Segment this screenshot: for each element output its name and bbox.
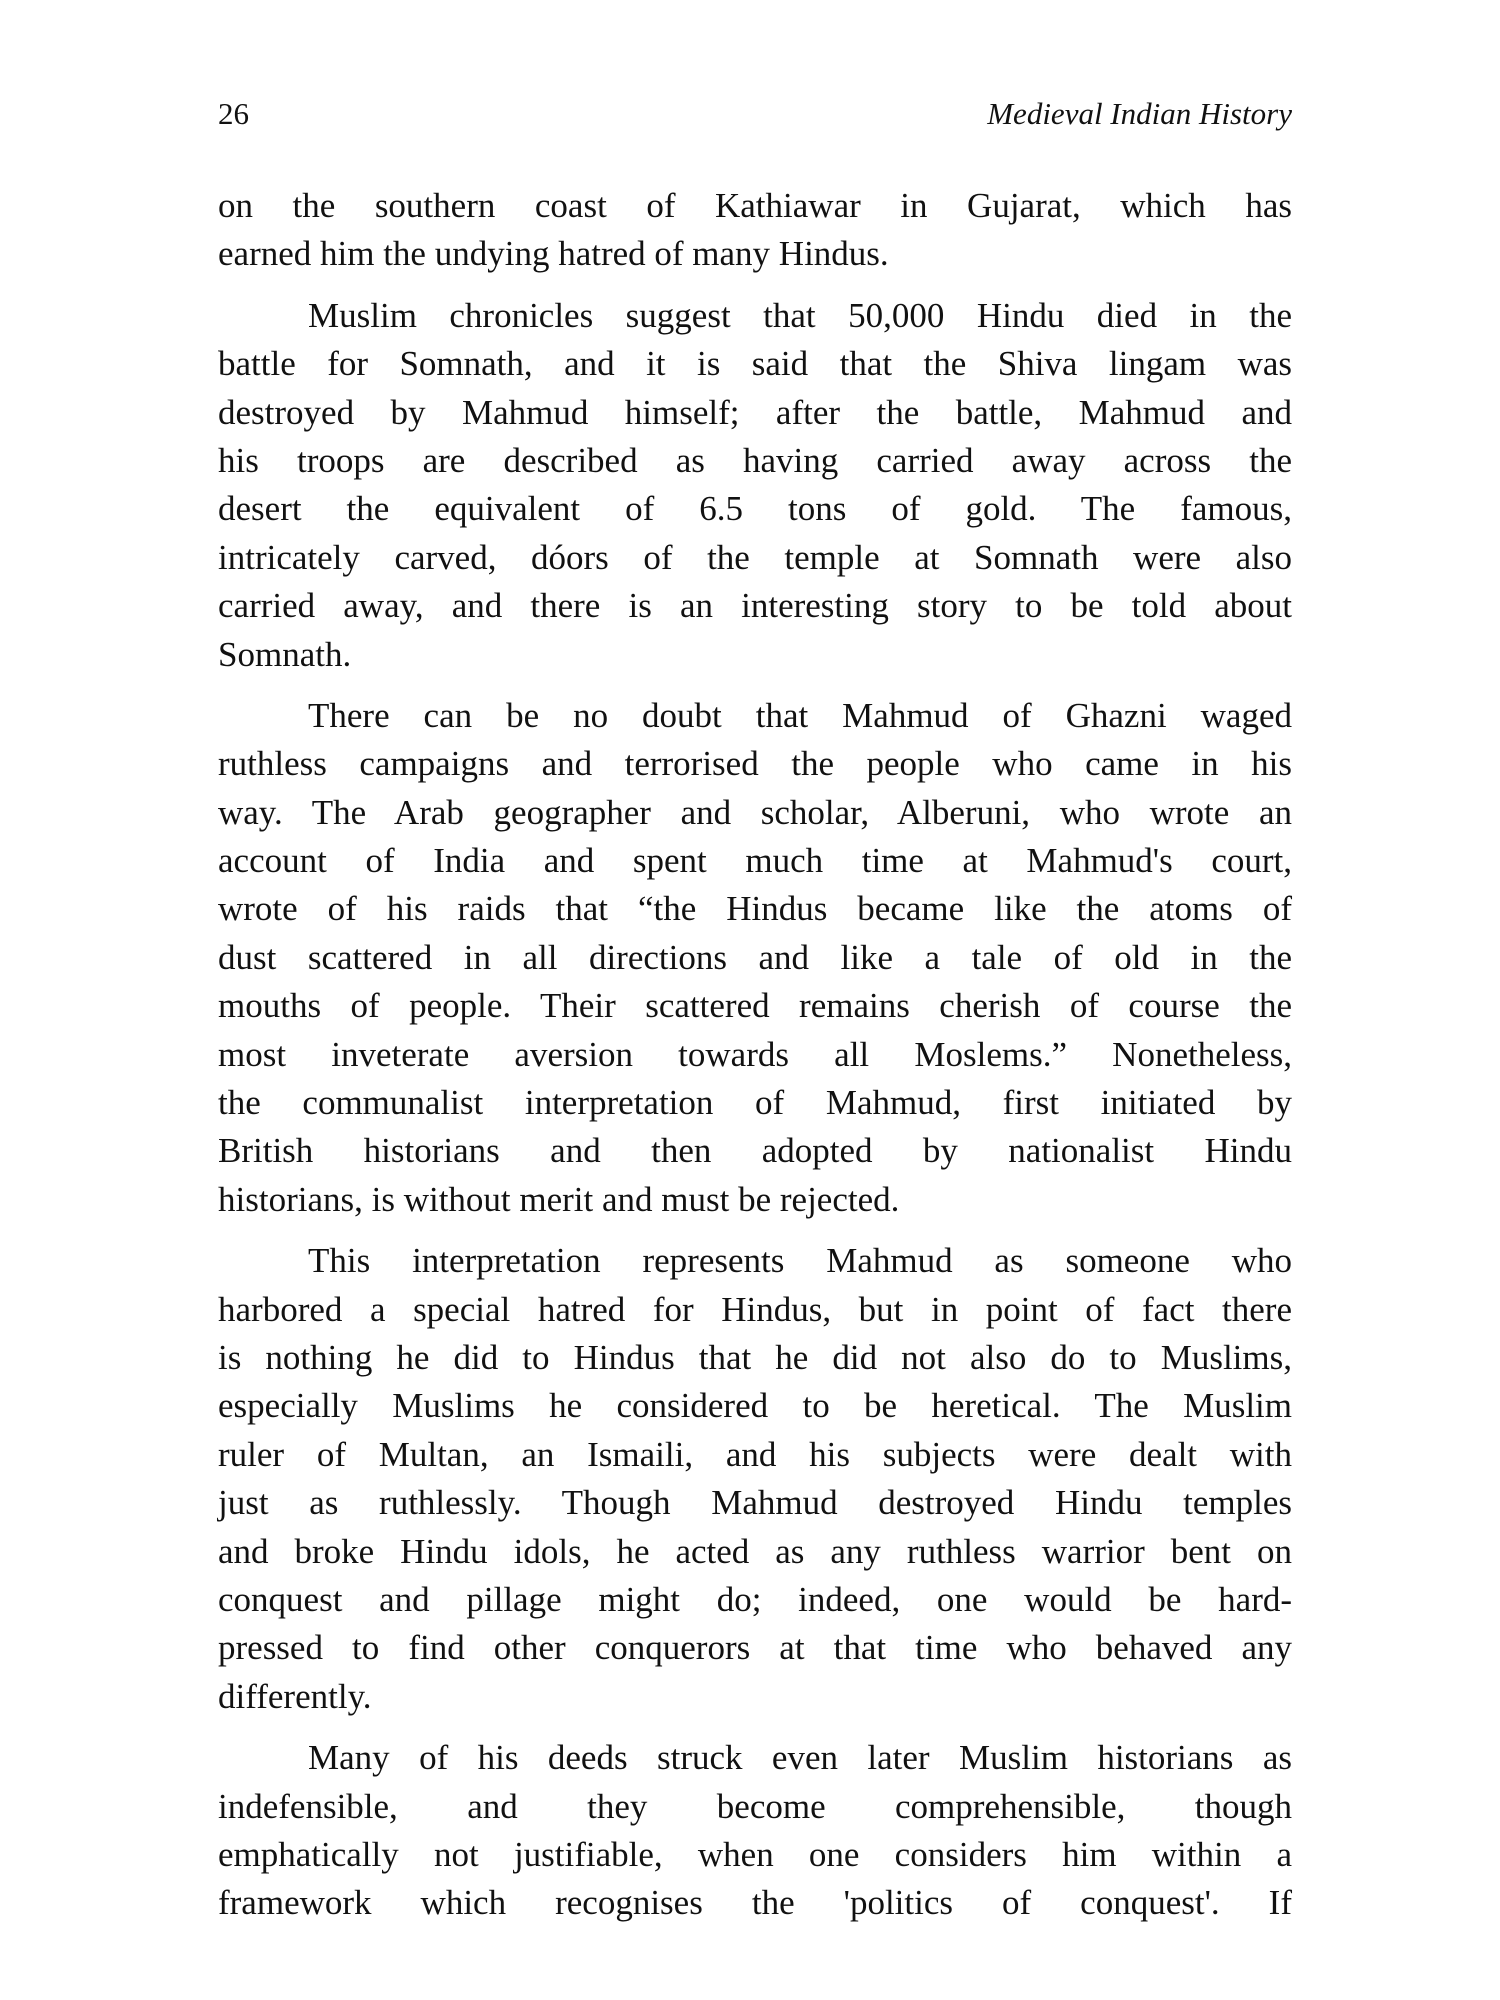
text-line: ruler of Multan, an Ismaili, and his subjects were dealt with <box>218 1434 1292 1474</box>
text-line: on the southern coast of Kathiawar in Gujarat, which has <box>218 186 1292 225</box>
body-text <box>218 182 1292 1941</box>
text-line: destroyed by Mahmud himself; after the battle, Mahmud and <box>218 392 1292 432</box>
text-line: ruthless campaigns and terrorised the people who came in his <box>218 744 1292 784</box>
text-line: carried away, and there is an interesting story to be told about <box>218 586 1292 626</box>
text-line: indefensible, and they become comprehensible, though <box>218 1786 1292 1826</box>
text-line: desert the equivalent of 6.5 tons of gold. The famous, <box>218 489 1292 529</box>
text-line: conquest and pillage might do; indeed, one would be hard- <box>218 1579 1292 1619</box>
text-line: just as ruthlessly. Though Mahmud destroyed Hindu temples <box>218 1483 1292 1523</box>
text-line: battle for Somnath, and it is said that the Shiva lingam was <box>218 344 1292 384</box>
text-line: earned him the undying hatred of many Hindus. <box>218 234 889 274</box>
paragraph <box>218 182 1292 279</box>
text-line: Many of his deeds struck even later Muslim historians as <box>308 1738 1292 1778</box>
text-line: mouths of people. Their scattered remains cherish of course the <box>218 986 1292 1026</box>
text-line: Somnath. <box>218 634 352 674</box>
paragraph <box>218 692 1292 1224</box>
page-header <box>218 96 1292 136</box>
paragraph <box>218 1734 1292 1928</box>
text-line: is nothing he did to Hindus that he did not also do to Muslims, <box>218 1337 1292 1377</box>
page-number: 26 <box>218 96 249 131</box>
text-line: most inveterate aversion towards all Moslems.” Nonetheless, <box>218 1034 1292 1074</box>
text-line: This interpretation represents Mahmud as someone who <box>308 1241 1292 1281</box>
paragraph <box>218 292 1292 679</box>
text-line: dust scattered in all directions and like a tale of old in the <box>218 937 1292 977</box>
text-line: British historians and then adopted by nationalist Hindu <box>218 1131 1292 1171</box>
text-line: and broke Hindu idols, he acted as any ruthless warrior bent on <box>218 1531 1292 1571</box>
text-line: framework which recognises the 'politics of conquest'. If <box>218 1883 1292 1923</box>
text-line: wrote of his raids that “the Hindus became like the atoms of <box>218 889 1292 929</box>
text-line: harbored a special hatred for Hindus, but in point of fact there <box>218 1289 1292 1329</box>
text-line: pressed to find other conquerors at that time who behaved any <box>218 1628 1292 1668</box>
running-title: Medieval Indian History <box>987 96 1292 131</box>
text-line: Muslim chronicles suggest that 50,000 Hindu died in the <box>308 295 1292 335</box>
text-line: way. The Arab geographer and scholar, Alberuni, who wrote an <box>218 792 1292 832</box>
text-line: especially Muslims he considered to be heretical. The Muslim <box>218 1386 1292 1426</box>
paragraph <box>218 1237 1292 1721</box>
text-line: differently. <box>218 1676 372 1716</box>
text-line: emphatically not justifiable, when one considers him within a <box>218 1834 1292 1874</box>
text-line: the communalist interpretation of Mahmud, first initiated by <box>218 1083 1292 1123</box>
text-line: There can be no doubt that Mahmud of Ghazni waged <box>308 695 1292 735</box>
text-line: historians, is without merit and must be rejected. <box>218 1179 900 1219</box>
text-line: account of India and spent much time at Mahmud's court, <box>218 841 1292 881</box>
text-line: intricately carved, dóors of the temple at Somnath were also <box>218 537 1292 577</box>
text-line: his troops are described as having carried away across the <box>218 440 1292 480</box>
